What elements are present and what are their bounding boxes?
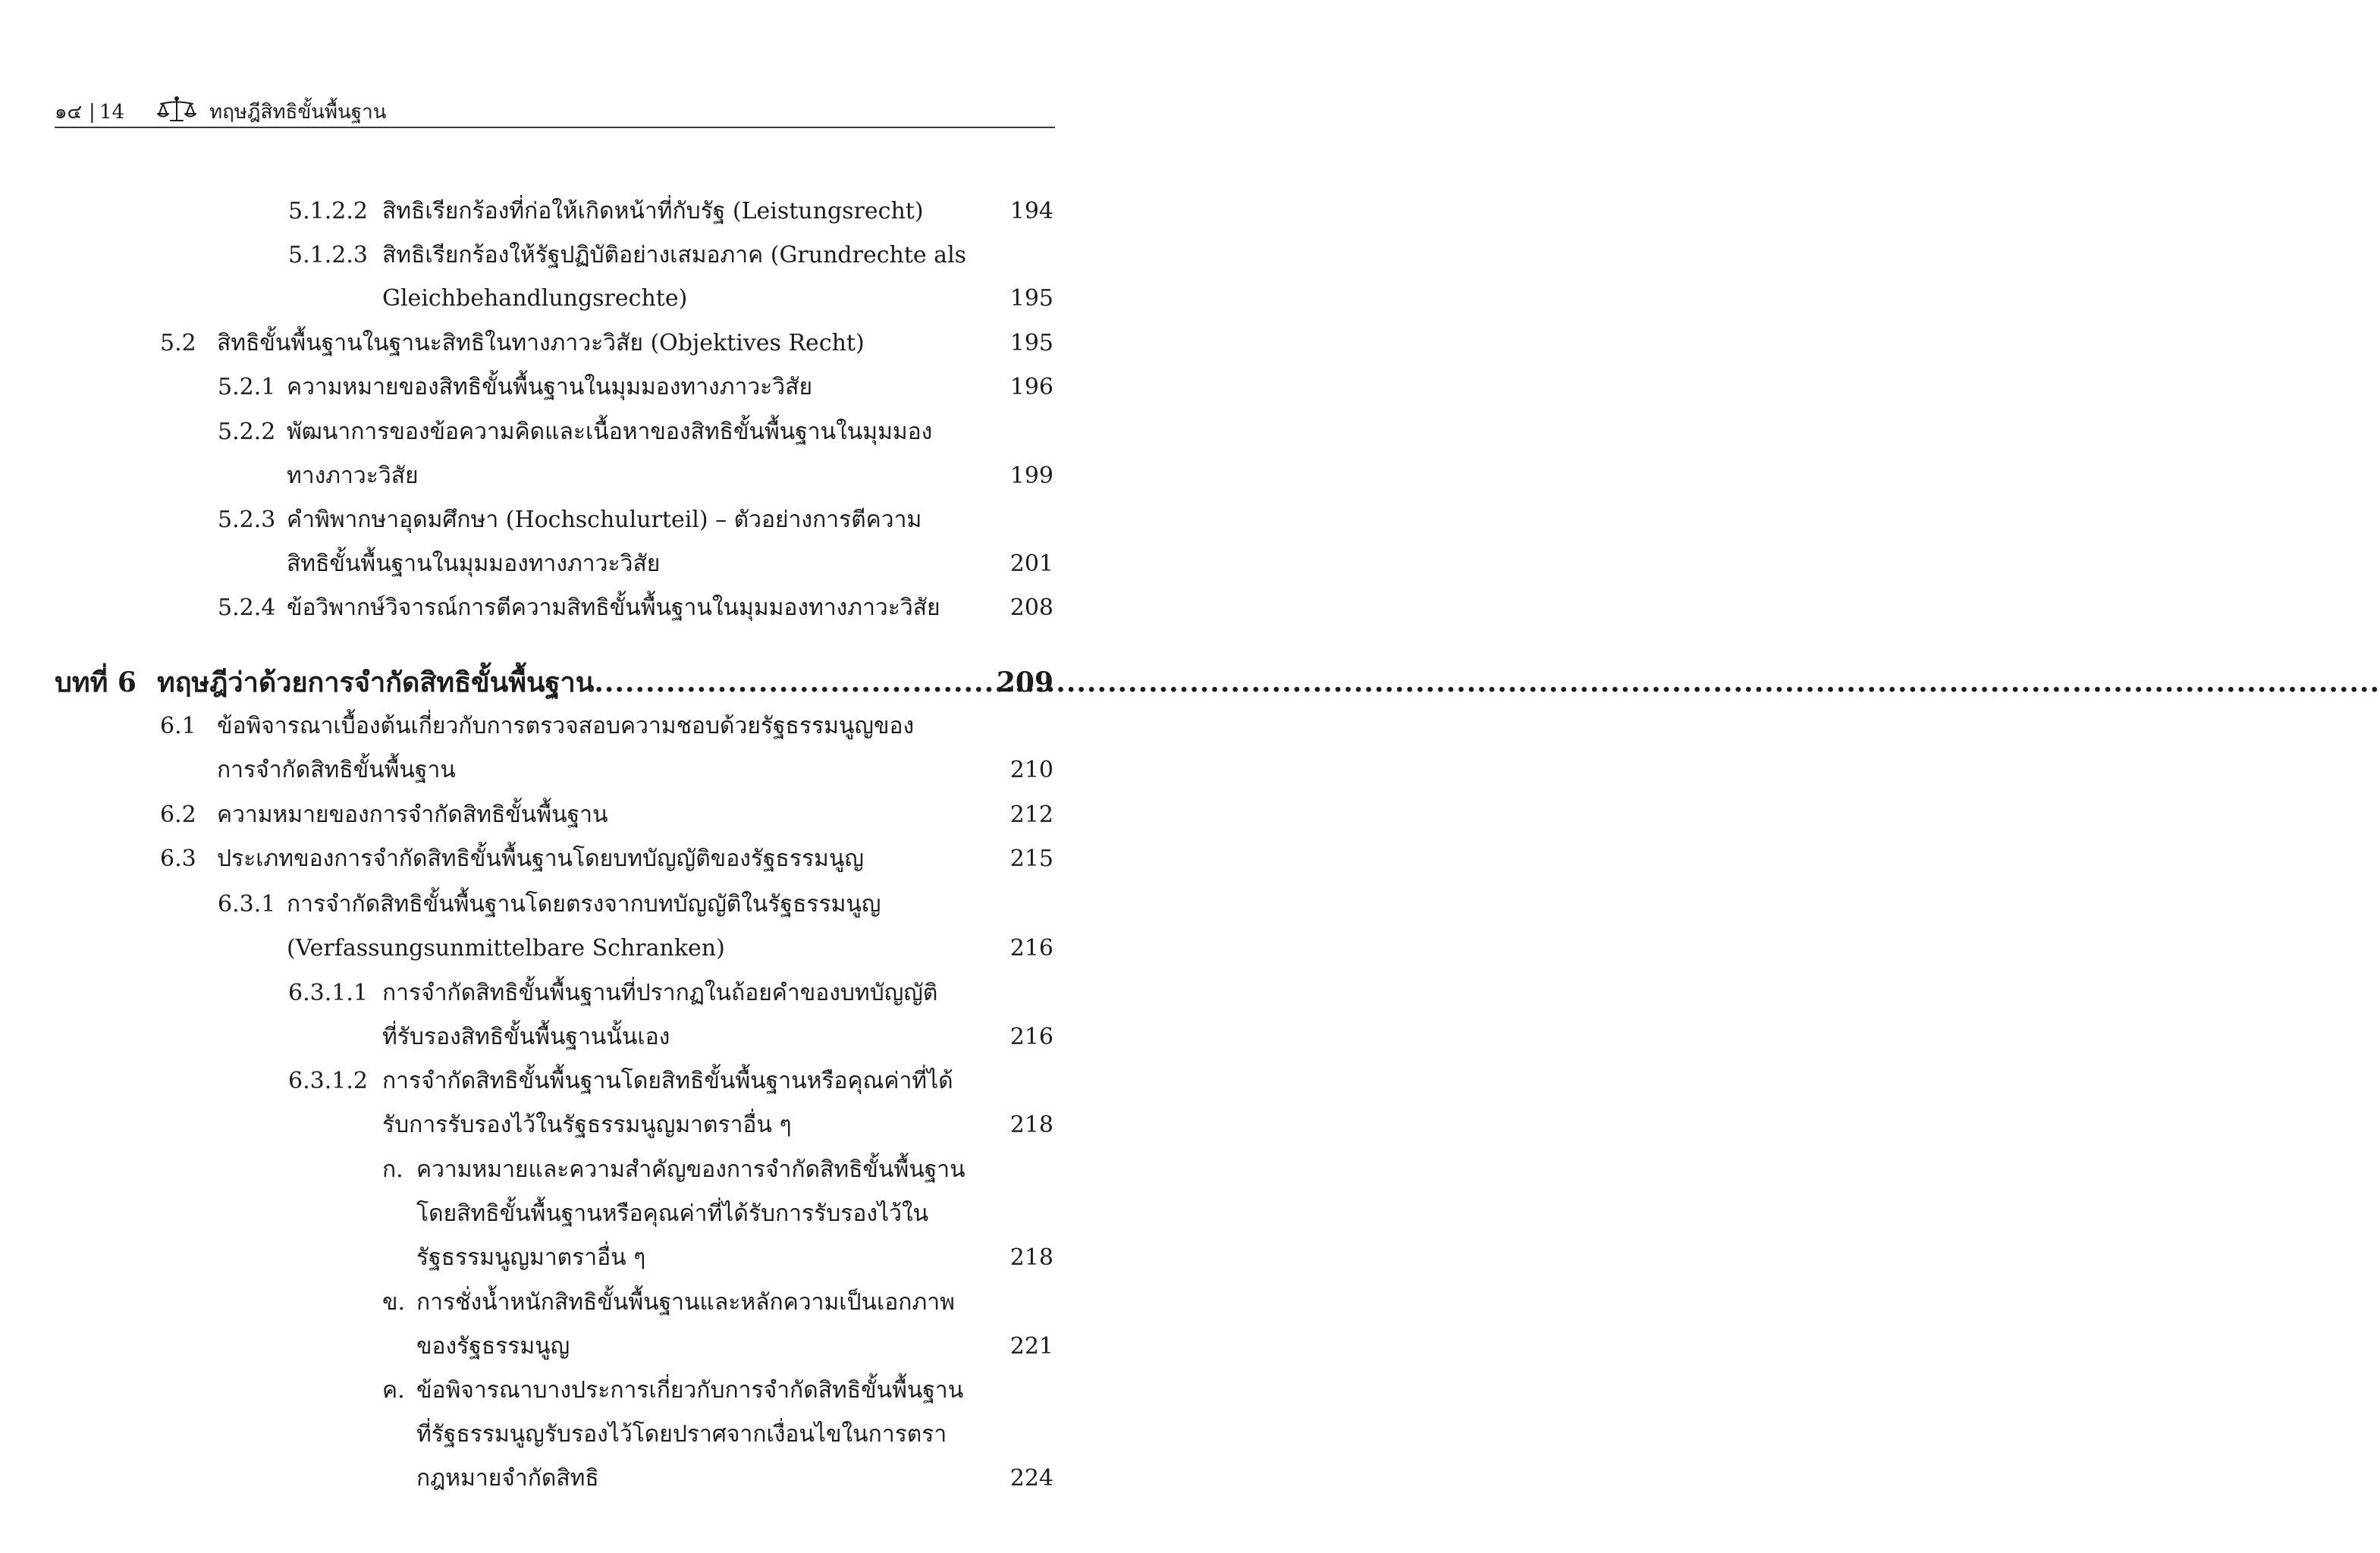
entry-text-line: ประเภทของการจำกัดสิทธิขั้นพื้นฐานโดยบทบัญญัติของรัฐธรรมนูญ [217, 846, 864, 872]
entry-text-line: สิทธิขั้นพื้นฐานในฐานะสิทธิในทางภาวะวิสัย (Objektives Recht) [217, 330, 865, 356]
page-number: 195 [1009, 330, 1053, 356]
page-number: 224 [1009, 1465, 1053, 1492]
entry-text-line: สิทธิขั้นพื้นฐานในมุมมองทางภาวะวิสัย [287, 551, 661, 577]
page-number: 208 [1009, 595, 1053, 621]
chapter-title-row [157, 659, 1053, 706]
page-number-thai: ๑๔ [55, 101, 83, 124]
section-number: 6.3.1.2 [288, 1068, 368, 1094]
section-letter: ก. [382, 1156, 403, 1183]
chapter-heading [55, 659, 1053, 706]
entry-text-line: ของรัฐธรรมนูญ [416, 1333, 570, 1360]
entry-text-line: ที่รัฐธรรมนูญรับรองไว้โดยปราศจากเงื่อนไขในการตรา [416, 1421, 947, 1448]
entry-text-line: ที่รับรองสิทธิขั้นพื้นฐานนั้นเอง [382, 1024, 670, 1050]
page-number: 199 [1009, 463, 1053, 489]
page-number: 215 [1009, 846, 1053, 872]
entry-text-line: คำพิพากษาอุดมศึกษา (Hochschulurteil) – ตัวอย่างการตีความ [287, 507, 922, 533]
page-number: 216 [1009, 1024, 1053, 1050]
entry-text-line: ข้อพิจารณาบางประการเกี่ยวกับการจำกัดสิทธิขั้นพื้นฐาน [416, 1377, 964, 1404]
book-page [0, 0, 1098, 1553]
header-rule [55, 127, 1055, 128]
page-number: 216 [1009, 935, 1053, 962]
entry-text-line: สิทธิเรียกร้องให้รัฐปฏิบัติอย่างเสมอภาค (Grundrechte als [382, 242, 967, 268]
page-number: 218 [1009, 1112, 1053, 1138]
section-number: 6.3.1 [218, 891, 276, 918]
entry-text-line: ความหมายของการจำกัดสิทธิขั้นพื้นฐาน [217, 802, 608, 828]
entry-text-line: ความหมายและความสำคัญของการจำกัดสิทธิขั้นพื้นฐาน [416, 1156, 966, 1183]
entry-text-line: กฎหมายจำกัดสิทธิ [416, 1465, 599, 1492]
page-number-arabic: 14 [99, 101, 125, 124]
page-number: 210 [1009, 757, 1053, 783]
entry-text-line: การจำกัดสิทธิขั้นพื้นฐานที่ปรากฏในถ้อยคำของบทบัญญัติ [382, 980, 938, 1006]
section-number: 6.2 [160, 802, 196, 828]
section-number: 5.2.4 [218, 595, 276, 621]
page-number: 195 [1009, 285, 1053, 312]
entry-text-line: ข้อพิจารณาเบื้องต้นเกี่ยวกับการตรวจสอบความชอบด้วยรัฐธรรมนูญของ [217, 713, 915, 739]
section-number: 5.1.2.2 [288, 198, 368, 224]
page-number: 201 [1009, 551, 1053, 577]
entry-text-line: รัฐธรรมนูญมาตราอื่น ๆ [416, 1244, 646, 1271]
entry-text-line: สิทธิเรียกร้องที่ก่อให้เกิดหน้าที่กับรัฐ (Leistungsrecht) [382, 198, 924, 224]
section-letter: ค. [382, 1377, 405, 1404]
entry-text-line: ความหมายของสิทธิขั้นพื้นฐานในมุมมองทางภาวะวิสัย [287, 374, 813, 400]
page-number: 221 [1009, 1333, 1053, 1360]
entry-text-line: การจำกัดสิทธิขั้นพื้นฐานโดยตรงจากบทบัญญัติในรัฐธรรมนูญ [287, 891, 881, 918]
section-number: 5.2.1 [218, 374, 276, 400]
page-number: 194 [1009, 198, 1053, 224]
entry-text-line: การชั่งน้ำหนักสิทธิขั้นพื้นฐานและหลักความเป็นเอกภาพ [416, 1289, 955, 1316]
entry-text-line: การจำกัดสิทธิขั้นพื้นฐานโดยสิทธิขั้นพื้นฐานหรือคุณค่าที่ได้ [382, 1068, 953, 1094]
page-number: 212 [1009, 802, 1053, 828]
section-number: 6.3.1.1 [288, 980, 368, 1006]
section-number: 5.2.3 [218, 507, 276, 533]
entry-text-line: รับการรับรองไว้ในรัฐธรรมนูญมาตราอื่น ๆ [382, 1112, 792, 1138]
scales-of-justice-icon [157, 95, 196, 125]
entry-text-line: โดยสิทธิขั้นพื้นฐานหรือคุณค่าที่ได้รับการรับรองไว้ใน [416, 1200, 929, 1227]
chapter-page-number: 209 [996, 667, 1053, 698]
section-number: 5.2.2 [218, 419, 276, 445]
section-number: 5.1.2.3 [288, 242, 368, 268]
entry-text-line: (Verfassungsunmittelbare Schranken) [287, 935, 725, 962]
entry-text-line: ข้อวิพากษ์วิจารณ์การตีความสิทธิขั้นพื้นฐานในมุมมองทางภาวะวิสัย [287, 595, 940, 621]
page-number: 196 [1009, 374, 1053, 400]
entry-text-line: การจำกัดสิทธิขั้นพื้นฐาน [217, 757, 456, 783]
section-number: 5.2 [160, 330, 196, 356]
section-letter: ข. [382, 1289, 406, 1316]
section-number: 6.1 [160, 713, 196, 739]
page-number: 218 [1009, 1244, 1053, 1271]
header-separator: | [89, 101, 96, 124]
chapter-label: บทที่ 6 [55, 667, 137, 698]
entry-text-line: ทางภาวะวิสัย [287, 463, 419, 489]
running-title: ทฤษฎีสิทธิขั้นพื้นฐาน [209, 101, 387, 124]
entry-text-line: พัฒนาการของข้อความคิดและเนื้อหาของสิทธิขั้นพื้นฐานในมุมมอง [287, 419, 933, 445]
dot-leader [594, 659, 986, 706]
entry-text-line: Gleichbehandlungsrechte) [382, 285, 688, 312]
section-number: 6.3 [160, 846, 196, 872]
chapter-title: ทฤษฎีว่าด้วยการจำกัดสิทธิขั้นพื้นฐาน [157, 667, 595, 698]
